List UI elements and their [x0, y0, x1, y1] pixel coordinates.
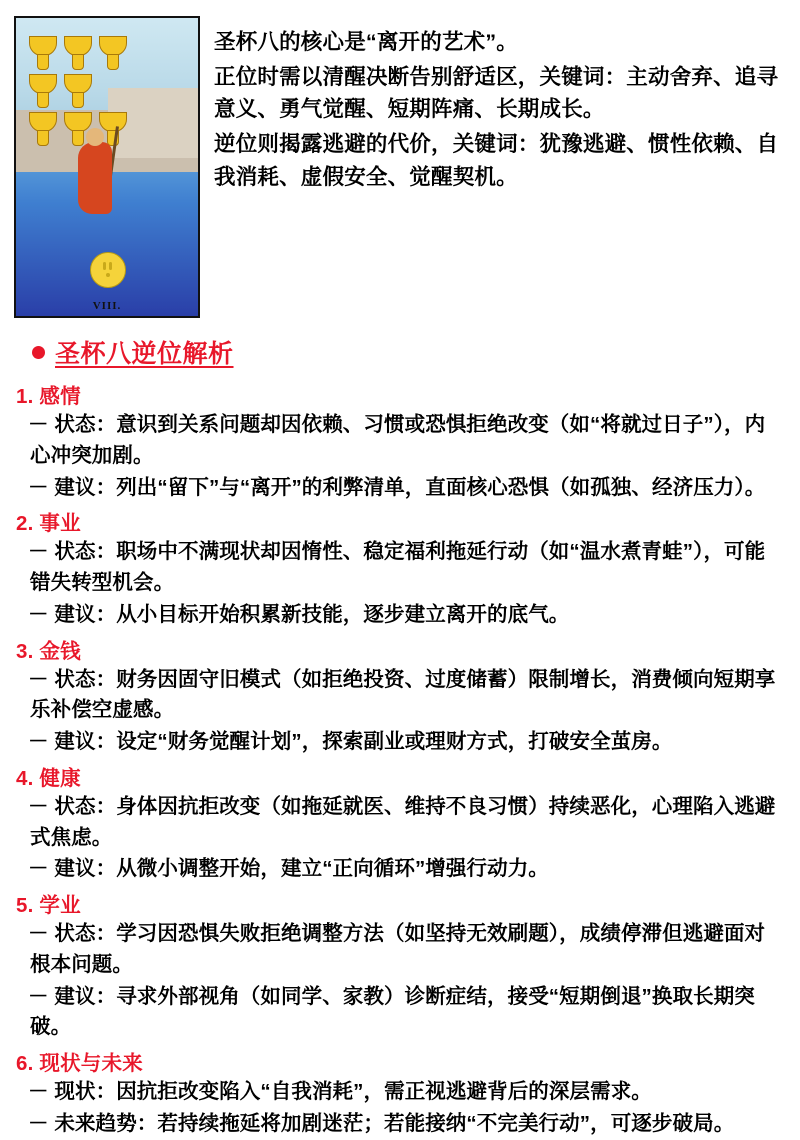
section-item-line: － 状态：职场中不满现状却因惰性、稳定福利拖延行动（如“温水煮青蛙”），可能错失转型机会。 [28, 540, 766, 594]
cup-icon [28, 74, 56, 108]
intro-line: 圣杯八的核心是“离开的艺术”。 [214, 30, 519, 54]
cup-icon [98, 36, 126, 70]
moon-face-detail [106, 273, 110, 277]
section-item-title: 4. 健康 [16, 766, 81, 790]
section-item-line: － 建议：设定“财务觉醒计划”，探索副业或理财方式，打破安全茧房。 [28, 730, 673, 753]
moon-face-detail [109, 262, 112, 270]
section-item-line: － 建议：从微小调整开始，建立“正向循环”增强行动力。 [28, 857, 549, 881]
section-item-line: － 建议：从小目标开始积累新技能，逐步建立离开的底气。 [28, 602, 570, 626]
section-item-title: 3. 金钱 [16, 639, 81, 663]
moon-face-detail [103, 262, 106, 270]
sections-body [14, 374, 786, 1140]
header-area [14, 10, 786, 318]
card-figure [74, 126, 122, 214]
section-item-line: － 状态：财务因固守旧模式（如拒绝投资、过度储蓄）限制增长，消费倾向短期享乐补偿空虚感。 [28, 667, 776, 722]
card-numeral: VIII. [92, 300, 122, 312]
intro-line: 逆位则揭露逃避的代价，关键词：犹豫逃避、惯性依赖、自我消耗、虚假安全、觉醒契机。 [214, 132, 779, 189]
intro-text-block [214, 10, 786, 195]
tarot-card-container [14, 10, 200, 318]
section-block [16, 761, 784, 885]
section-block [16, 634, 784, 758]
section-item-line: － 现状：因抗拒改变陷入“自我消耗”，需正视逃避背后的深层需求。 [28, 1080, 652, 1103]
section-block [16, 379, 784, 503]
tarot-card-image [14, 16, 200, 318]
cup-row-top [28, 36, 178, 70]
section-heading [32, 334, 786, 370]
section-item-line: － 状态：身体因抗拒改变（如拖延就医、维持不良习惯）持续恶化，心理陷入逃避式焦虑。 [28, 794, 776, 849]
head-shape [86, 128, 104, 146]
section-item-title: 6. 现状与未来 [16, 1052, 143, 1075]
section-item-line: － 状态：意识到关系问题却因依赖、习惯或恐惧拒绝改变（如“将就过日子”），内心冲突加剧。 [28, 413, 766, 467]
section-block [16, 506, 784, 630]
section-item-title: 5. 学业 [16, 894, 81, 917]
section-item-line: － 建议：寻求外部视角（如同学、家教）诊断症结，接受“短期倒退”换取长期突破。 [28, 984, 755, 1039]
cup-icon [63, 74, 91, 108]
section-item-line: － 未来趋势：若持续拖延将加剧迷茫；若能接纳“不完美行动”，可逐步破局。 [28, 1111, 735, 1135]
section-block [16, 888, 784, 1043]
section-item-title: 1. 感情 [16, 385, 81, 408]
intro-line: 正位时需以清醒决断告别舒适区，关键词：主动舍弃、追寻意义、勇气觉醒、短期阵痛、长期成长。 [214, 64, 779, 122]
cup-row-middle [28, 74, 178, 108]
cup-icon [63, 36, 91, 70]
section-title: 圣杯八逆位解析 [55, 340, 234, 368]
moon-icon [90, 252, 126, 288]
section-block [16, 1046, 784, 1140]
bullet-icon [32, 346, 45, 359]
section-item-line: － 建议：列出“留下”与“离开”的利弊清单，直面核心恐惧（如孤独、经济压力）。 [28, 475, 766, 499]
cup-icon [28, 112, 56, 146]
section-item-title: 2. 事业 [16, 512, 81, 536]
section-item-line: － 状态：学习因恐惧失败拒绝调整方法（如坚持无效刷题），成绩停滞但逃避面对根本问题。 [28, 922, 766, 976]
cup-icon [28, 36, 56, 70]
cloak-shape [78, 142, 112, 214]
